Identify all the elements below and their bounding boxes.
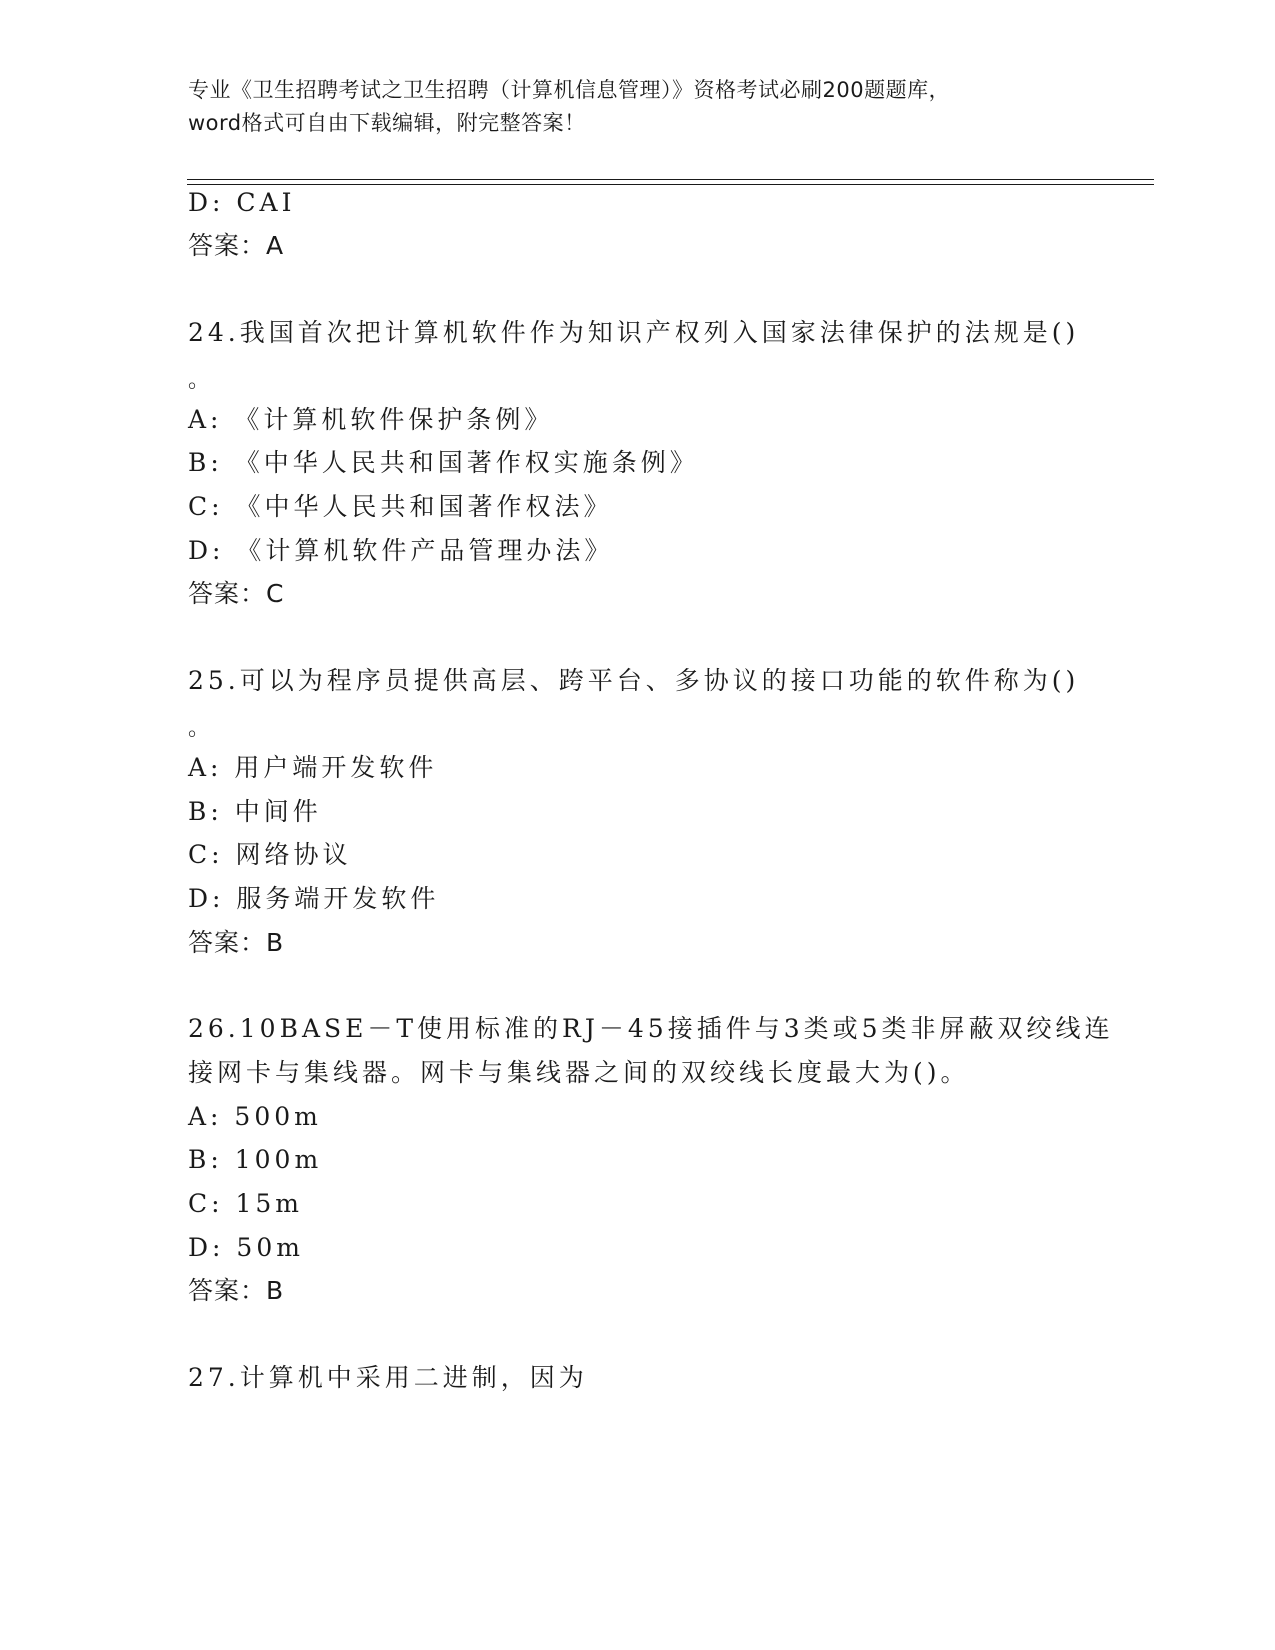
question-25-option-a: A: 用户端开发软件 xyxy=(188,753,438,782)
question-24-option-b: B: 《中华人民共和国著作权实施条例》 xyxy=(188,448,699,477)
header-divider-top xyxy=(187,179,1154,180)
prev-answer: 答案：A xyxy=(188,231,285,260)
question-25-stem: 25.可以为程序员提供高层、跨平台、多协议的接口功能的软件称为() xyxy=(188,666,1080,695)
header-divider-bottom xyxy=(187,184,1154,185)
question-26-option-a: A: 500m xyxy=(188,1102,322,1131)
header-title-line-1: 专业《卫生招聘考试之卫生招聘（计算机信息管理）》资格考试必刷200题题库， xyxy=(188,78,951,102)
question-24-stem-cont: 。 xyxy=(188,368,215,393)
question-24-option-d: D: 《计算机软件产品管理办法》 xyxy=(188,536,614,565)
prev-option-d: D: CAI xyxy=(188,188,296,217)
question-25-answer: 答案：B xyxy=(188,928,285,957)
question-26-option-c: C: 15m xyxy=(188,1189,304,1218)
question-25-stem-cont: 。 xyxy=(188,716,215,741)
question-24-option-c: C: 《中华人民共和国著作权法》 xyxy=(188,492,613,521)
question-26-option-d: D: 50m xyxy=(188,1233,304,1262)
question-25-option-c: C: 网络协议 xyxy=(188,840,352,869)
document-header xyxy=(188,74,1088,140)
question-25-option-d: D: 服务端开发软件 xyxy=(188,884,440,913)
question-25-option-b: B: 中间件 xyxy=(188,797,322,826)
question-26-stem: 26.10BASE－T使用标准的RJ－45接插件与3类或5类非屏蔽双绞线连 xyxy=(188,1014,1114,1043)
question-26-answer: 答案：B xyxy=(188,1276,285,1305)
question-26-stem-cont: 接网卡与集线器。网卡与集线器之间的双绞线长度最大为()。 xyxy=(188,1058,970,1087)
question-24-option-a: A: 《计算机软件保护条例》 xyxy=(188,405,554,434)
header-title-line-2: word格式可自由下载编辑，附完整答案！ xyxy=(188,111,586,135)
question-26-option-b: B: 100m xyxy=(188,1145,323,1174)
question-27-stem: 27.计算机中采用二进制，因为 xyxy=(188,1363,588,1392)
question-24-stem: 24.我国首次把计算机软件作为知识产权列入国家法律保护的法规是() xyxy=(188,318,1080,347)
question-24-answer: 答案：C xyxy=(188,579,285,608)
